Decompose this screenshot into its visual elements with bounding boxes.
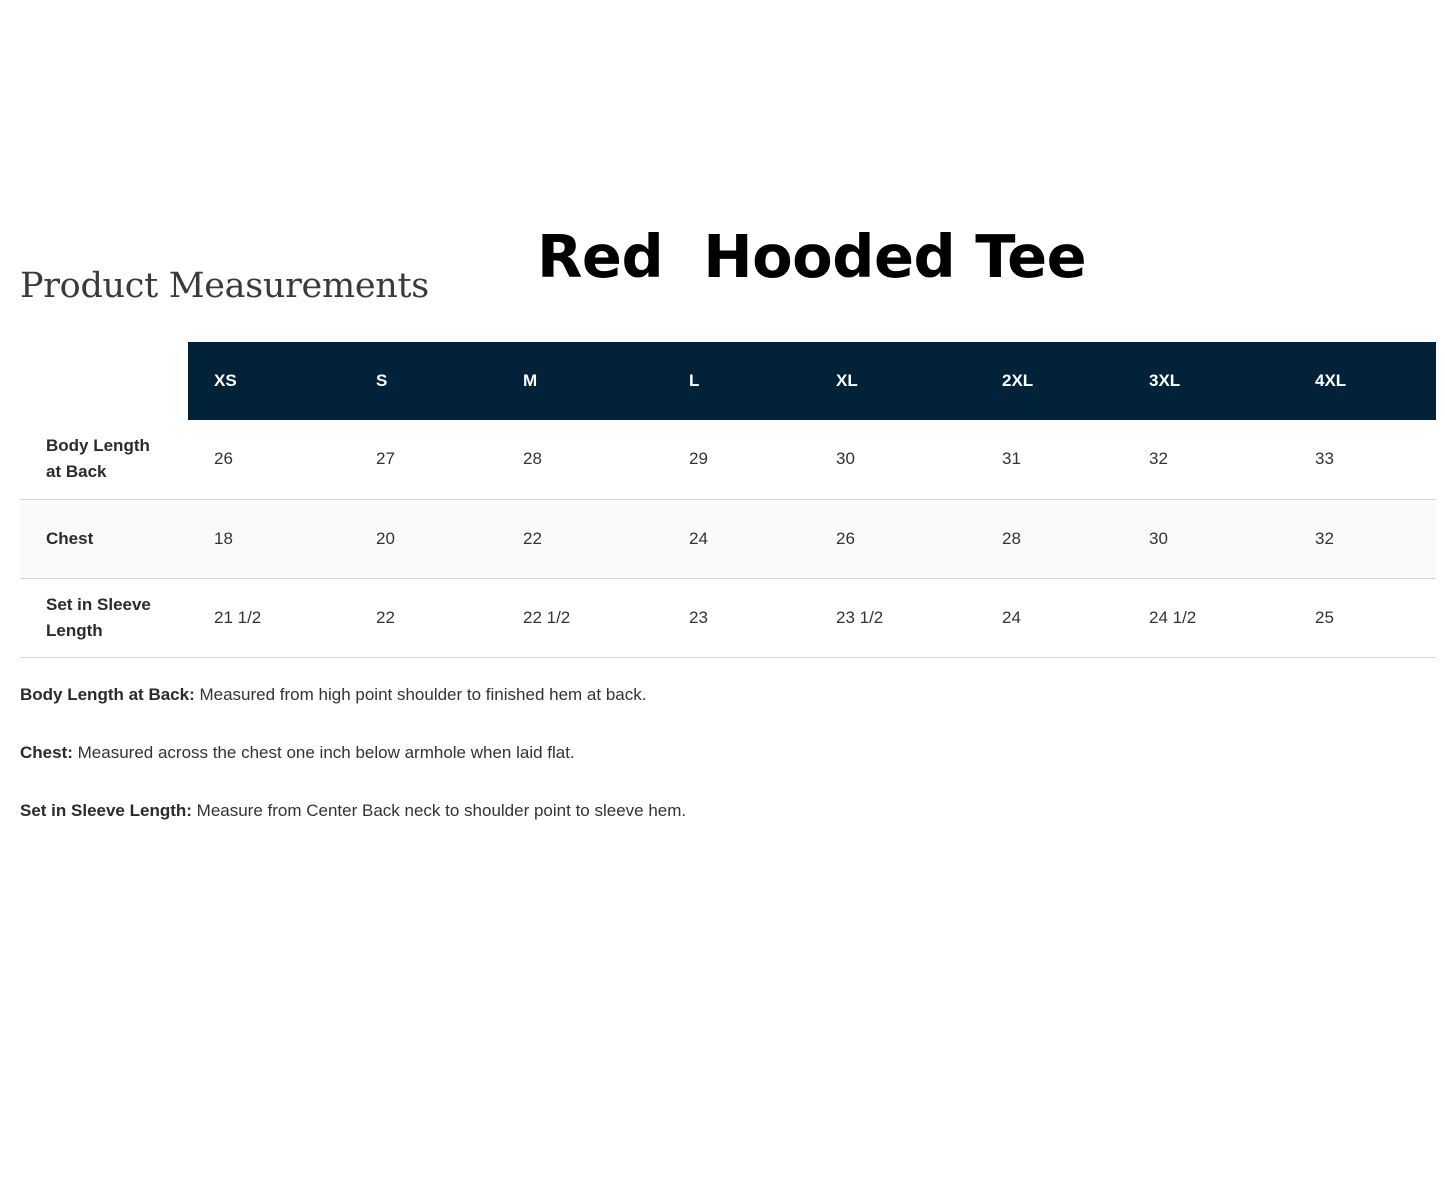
note-text: Measure from Center Back neck to shoulder point to sleeve hem.: [191, 801, 687, 820]
table-cell: 33: [1315, 449, 1334, 469]
note-chest: [20, 741, 1320, 765]
table-corner: [20, 342, 188, 420]
size-header-xl: XL: [810, 342, 976, 420]
row-label-sleeve-length: Set in Sleeve Length: [46, 594, 151, 640]
table-cell: 30: [836, 449, 855, 469]
row-label-chest: Chest: [20, 499, 188, 578]
note-sleeve-length: [20, 799, 1320, 823]
note-text: Measured across the chest one inch below armhole when laid flat.: [72, 743, 575, 762]
table-cell: 30: [1123, 499, 1289, 578]
size-header-m: M: [497, 342, 663, 420]
table-cell: 24 1/2: [1149, 607, 1197, 627]
table-cell: 24: [1002, 607, 1021, 627]
table-cell: 31: [1002, 449, 1021, 469]
table-cell: 32: [1149, 449, 1168, 469]
note-term: Body Length at Back:: [20, 685, 195, 704]
size-chart-table: [20, 342, 1436, 658]
table-cell: 26: [810, 499, 976, 578]
table-cell: 23: [689, 607, 708, 627]
size-header-xs: XS: [188, 342, 350, 420]
size-header-3xl: 3XL: [1123, 342, 1289, 420]
note-body-length: [20, 683, 1320, 707]
size-header-row: [20, 342, 1436, 420]
table-cell: 28: [976, 499, 1123, 578]
table-row-sleeve-length: [20, 578, 1436, 657]
table-cell: 27: [376, 449, 395, 469]
table-row-chest: [20, 499, 1436, 578]
table-cell: 22: [376, 607, 395, 627]
table-cell: 24: [663, 499, 810, 578]
table-row-body-length: [20, 420, 1436, 499]
table-cell: 26: [214, 449, 233, 469]
table-cell: 23 1/2: [836, 607, 884, 627]
section-heading: Product Measurements: [20, 266, 429, 306]
size-header-s: S: [350, 342, 497, 420]
measurement-notes: [20, 683, 1320, 857]
row-label-body-length: Body Length at Back: [46, 436, 150, 482]
table-cell: 25: [1315, 607, 1334, 627]
size-header-4xl: 4XL: [1289, 342, 1436, 420]
size-header-2xl: 2XL: [976, 342, 1123, 420]
note-term: Chest:: [20, 743, 73, 762]
product-title: Red Hooded Tee: [537, 222, 1087, 291]
table-cell: 21 1/2: [214, 607, 262, 627]
table-cell: 18: [188, 499, 350, 578]
table-cell: 32: [1289, 499, 1436, 578]
note-term: Set in Sleeve Length:: [20, 801, 192, 820]
table-cell: 28: [523, 449, 542, 469]
table-cell: 29: [689, 449, 708, 469]
table-cell: 22: [497, 499, 663, 578]
table-cell: 22 1/2: [523, 607, 571, 627]
size-header-l: L: [663, 342, 810, 420]
note-text: Measured from high point shoulder to finished hem at back.: [194, 685, 647, 704]
table-cell: 20: [350, 499, 497, 578]
